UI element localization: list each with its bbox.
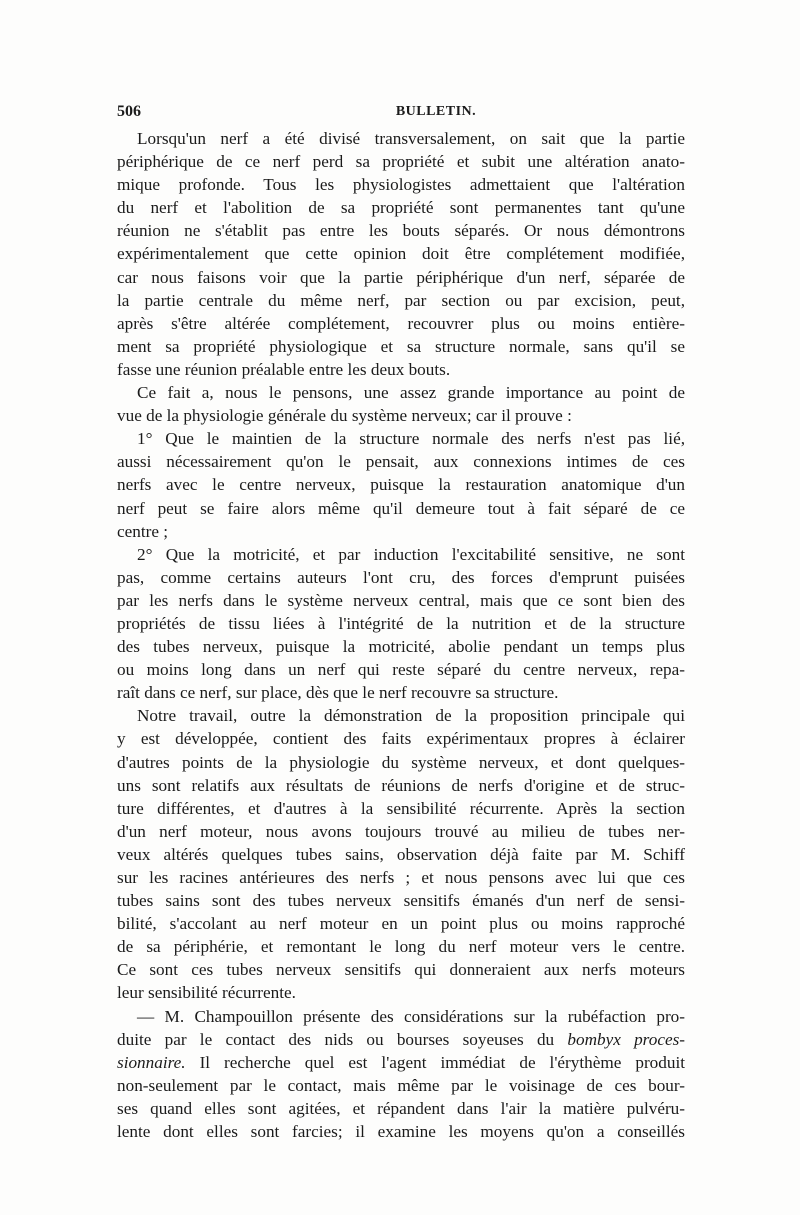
text-line: vue de la physiologie générale du système nerveux; car il prouve : <box>117 406 572 426</box>
text-line: ment sa propriété physiologique et sa structure normale, sans qu'il se <box>117 336 685 356</box>
text-line: raît dans ce nerf, sur place, dès que le nerf recouvre sa structure. <box>117 683 559 703</box>
text-run: — M. Champouillon présente des considérations sur la rubéfaction pro- <box>137 1006 685 1026</box>
text-line: la partie centrale du même nerf, par section ou par excision, peut, <box>117 290 685 310</box>
text-line: car nous faisons voir que la partie périphérique d'un nerf, séparée de <box>117 267 685 287</box>
paragraph <box>117 381 685 427</box>
text-line: d'autres points de la physiologie du système nerveux, et dont quelques- <box>117 752 685 772</box>
text-line: tubes sains sont des tubes nerveux sensitifs émanés d'un nerf de sensi- <box>117 891 685 911</box>
text-line: uns sont relatifs aux résultats de réunions de nerfs d'origine et de struc- <box>117 775 685 795</box>
text-line: par les nerfs dans le système nerveux central, mais que ce sont bien des <box>117 590 685 610</box>
text-line: expérimentalement que cette opinion doit être complétement modifiée, <box>117 244 685 264</box>
text-line: des tubes nerveux, puisque la motricité, abolie pendant un temps plus <box>117 637 685 657</box>
page-header <box>117 100 685 124</box>
text-run: non-seulement par le contact, mais même par le voisinage de ces bour- <box>117 1075 685 1095</box>
species-name-italic: sionnaire. <box>117 1052 186 1072</box>
text-line: mique profonde. Tous les physiologistes admettaient que l'altération <box>117 175 685 195</box>
text-line <box>117 1097 685 1120</box>
text-run: ses quand elles sont agitées, et répandent dans l'air la matière pulvéru- <box>117 1098 685 1118</box>
text-line: centre ; <box>117 521 169 541</box>
text-line: bilité, s'accolant au nerf moteur en un point plus ou moins rapproché <box>117 914 685 934</box>
text-run: lente dont elles sont farcies; il examine les moyens qu'on a conseillés <box>117 1122 685 1142</box>
text-line: fasse une réunion préalable entre les deux bouts. <box>117 359 451 379</box>
text-line: d'un nerf moteur, nous avons toujours trouvé au milieu de tubes ner- <box>117 821 685 841</box>
text-line: pas, comme certains auteurs l'ont cru, des forces d'emprunt puisées <box>117 567 685 587</box>
text-line: y est développée, contient des faits expérimentaux propres à éclairer <box>117 729 685 749</box>
text-line: veux altérés quelques tubes sains, observation déjà faite par M. Schiff <box>117 844 685 864</box>
text-line: Lorsqu'un nerf a été divisé transversalement, on sait que la partie <box>137 129 685 148</box>
text-run: Il recherche quel est l'agent immédiat de l'érythème produit <box>185 1052 685 1072</box>
paragraph <box>117 127 685 381</box>
body-text <box>117 127 685 1143</box>
text-line: périphérique de ce nerf perd sa propriété et subit une altération anato- <box>117 152 685 172</box>
text-line: Notre travail, outre la démonstration de la proposition principale qui <box>137 706 685 726</box>
running-title: BULLETIN. <box>395 104 477 119</box>
text-line: propriétés de tissu liées à l'intégrité de la nutrition et de la structure <box>117 613 685 633</box>
text-line: aussi nécessairement qu'on le pensait, aux connexions intimes de ces <box>117 452 685 472</box>
text-line <box>117 1120 685 1143</box>
text-line <box>117 1074 685 1097</box>
text-line: sur les racines antérieures des nerfs ; et nous pensons avec lui que ces <box>117 868 685 887</box>
text-line: Ce sont ces tubes nerveux sensitifs qui donneraient aux nerfs moteurs <box>117 960 685 980</box>
text-line <box>117 1028 685 1051</box>
text-line: après s'être altérée complétement, recouvrer plus ou moins entière- <box>117 313 685 333</box>
text-line: du nerf et l'abolition de sa propriété sont permanentes tant qu'une <box>117 198 685 218</box>
text-line: ou moins long dans un nerf qui reste séparé du centre nerveux, repa- <box>117 660 685 680</box>
text-line <box>117 1051 685 1074</box>
text-line: leur sensibilité récurrente. <box>117 983 296 1003</box>
text-line: nerfs avec le centre nerveux, puisque la restauration anatomique d'un <box>117 475 685 495</box>
text-line: de sa périphérie, et remontant le long du nerf moteur vers le centre. <box>117 937 685 957</box>
paragraph <box>117 543 685 705</box>
text-line: ture différentes, et d'autres à la sensibilité récurrente. Après la section <box>117 798 685 818</box>
text-line: 2° Que la motricité, et par induction l'excitabilité sensitive, ne sont <box>137 544 685 564</box>
text-line: 1° Que le maintien de la structure normale des nerfs n'est pas lié, <box>137 429 685 449</box>
paragraph <box>117 1005 685 1144</box>
paragraph <box>117 704 685 1004</box>
species-name-italic: bombyx proces- <box>567 1029 685 1049</box>
page-number: 506 <box>117 103 141 120</box>
text-line: Ce fait a, nous le pensons, une assez grande importance au point de <box>137 383 685 403</box>
text-line: réunion ne s'établit pas entre les bouts séparés. Or nous démontrons <box>117 221 685 241</box>
paragraph <box>117 427 685 542</box>
text-run: duite par le contact des nids ou bourses soyeuses du <box>117 1029 568 1049</box>
text-line: nerf peut se faire alors même qu'il demeure tout à fait séparé de ce <box>117 498 685 518</box>
text-line <box>117 1005 685 1028</box>
